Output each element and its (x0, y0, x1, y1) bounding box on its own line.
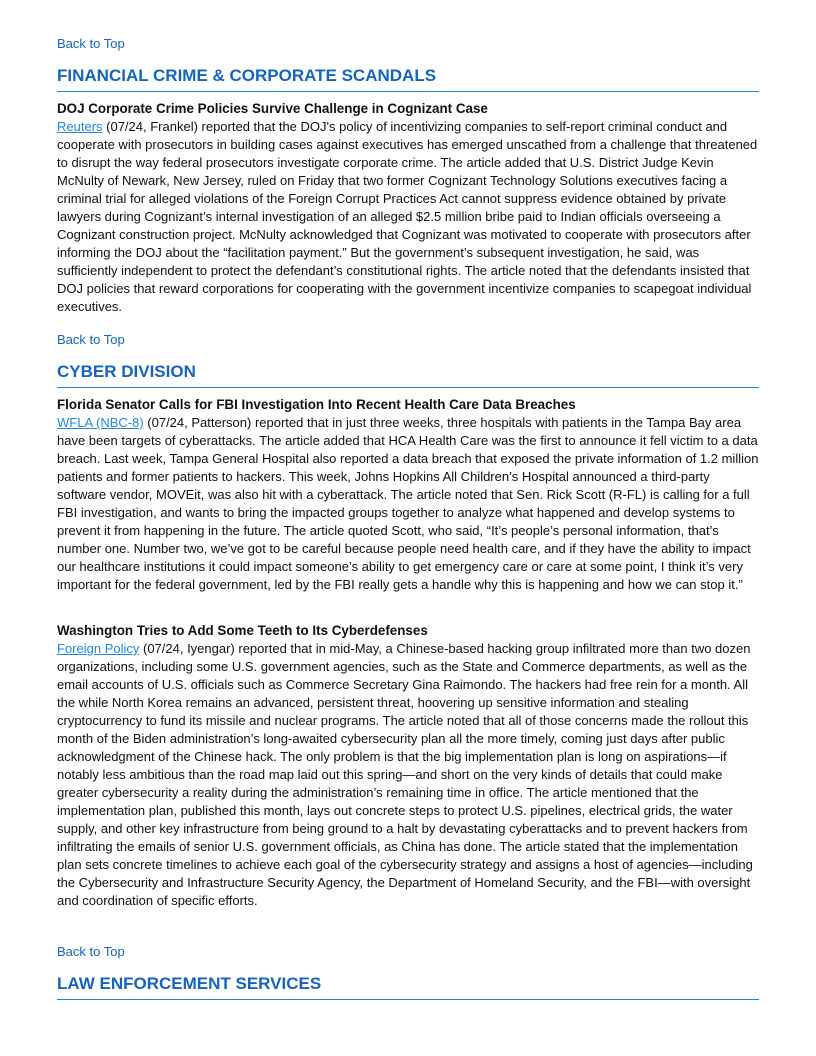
article-headline: DOJ Corporate Crime Policies Survive Challenge in Cognizant Case (57, 101, 488, 116)
section-title-cyber-division: CYBER DIVISION (57, 361, 759, 388)
back-to-top-link[interactable]: Back to Top (57, 944, 125, 959)
article-text: (07/24, Iyengar) reported that in mid-May, a Chinese-based hacking group infiltrated more than two dozen organizations, including some U.S. government agencies, such as the State and Commerce departments, as well as the email accounts of U.S. officials such as Commerce Secretary Gina Raimondo. The hackers had free rein for a month. All the while North Korea remains an advanced, persistent threat, hoovering up sensitive information and stealing cryptocurrency to fund its missile and nuclear programs. The article noted that all of those concerns made the rollout this month of the Biden administration’s long-awaited cybersecurity plan all the more timely, coming just days after public acknowledgment of the Chinese hack. The only problem is that the big implementation plan is long on aspirations—if notably less ambitious than the road map laid out this spring—and short on the very kinds of details that could make greater cybersecurity a reality during the administration’s remaining time in office. The article mentioned that the implementation plan, published this month, lays out concrete steps to protect U.S. pipelines, electrical grids, the water supply, and other key infrastructure from being ground to a halt by devastating cyberattacks and to prevent hackers from infiltrating the emails of senior U.S. government officials, as China has done. The article stated that the implementation plan sets concrete timelines to achieve each goal of the cybersecurity strategy and assigns a host of agencies—including the Cybersecurity and Infrastructure Security Agency, the Department of Homeland Security, and the FBI—with oversight and coordination of specific efforts. (57, 641, 753, 908)
article-doj-cognizant (57, 100, 759, 316)
article-headline: Florida Senator Calls for FBI Investigation Into Recent Health Care Data Breaches (57, 397, 576, 412)
section-title-law-enforcement-services: LAW ENFORCEMENT SERVICES (57, 973, 759, 1000)
back-to-top-link[interactable]: Back to Top (57, 36, 125, 51)
article-body (57, 118, 759, 316)
article-washington-cyberdefenses (57, 622, 759, 910)
article-text: (07/24, Patterson) reported that in just three weeks, three hospitals with patients in the Tampa Bay area have been targets of cyberattacks. The article added that HCA Health Care was the first to announce it fell victim to a data breach. Last week, Tampa General Hospital also reported a data breach that exposed the private information of 1.2 million patients and former patients to hackers. This week, Johns Hopkins All Children’s Hospital announced a third-party software vendor, MOVEit, was also hit with a cyberattack. The article noted that Sen. Rick Scott (R-FL) is calling for a full FBI investigation, and wants to bring the impacted groups together to analyze what happened and develop systems to prevent it from happening in the future. The article quoted Scott, who said, “It’s people’s personal information, that’s number one. Number two, we’ve got to be careful because people need health care, and if they have the ability to impact our healthcare institutions it could impact someone’s ability to get emergency care or care at some point, I think it’s very important for the federal government, led by the FBI really gets a handle why this is happening and how we can stop it.” (57, 415, 759, 592)
back-to-top-link[interactable]: Back to Top (57, 332, 125, 347)
article-source-link[interactable]: WFLA (NBC-8) (57, 415, 144, 430)
article-body (57, 640, 759, 910)
article-text: (07/24, Frankel) reported that the DOJ's policy of incentivizing companies to self-report criminal conduct and cooperate with prosecutors in building cases against executives has emerged unscathed from a challenge that threatened to disrupt the way federal prosecutors investigate corporate crime. The article added that U.S. District Judge Kevin McNulty of Newark, New Jersey, ruled on Friday that two former Cognizant Technology Solutions executives facing a criminal trial for alleged violations of the Foreign Corrupt Practices Act cannot suppress evidence obtained by private lawyers during Cognizant’s internal investigation of an alleged $2.5 million bribe paid to Indian officials overseeing a Cognizant construction project. McNulty acknowledged that Cognizant was motivated to cooperate with prosecutors after informing the DOJ about the “facilitation payment.” But the government’s subsequent investigation, he said, was sufficiently independent to protect the defendant’s constitutional rights. The article noted that the defendants insisted that DOJ policies that reward corporations for cooperating with the government incentivize companies to scapegoat individual executives. (57, 119, 758, 314)
article-body (57, 414, 759, 594)
article-source-link[interactable]: Foreign Policy (57, 641, 140, 656)
section-title-financial-crime: FINANCIAL CRIME & CORPORATE SCANDALS (57, 65, 759, 92)
article-headline: Washington Tries to Add Some Teeth to Its Cyberdefenses (57, 623, 428, 638)
article-source-link[interactable]: Reuters (57, 119, 103, 134)
article-florida-senator (57, 396, 759, 594)
